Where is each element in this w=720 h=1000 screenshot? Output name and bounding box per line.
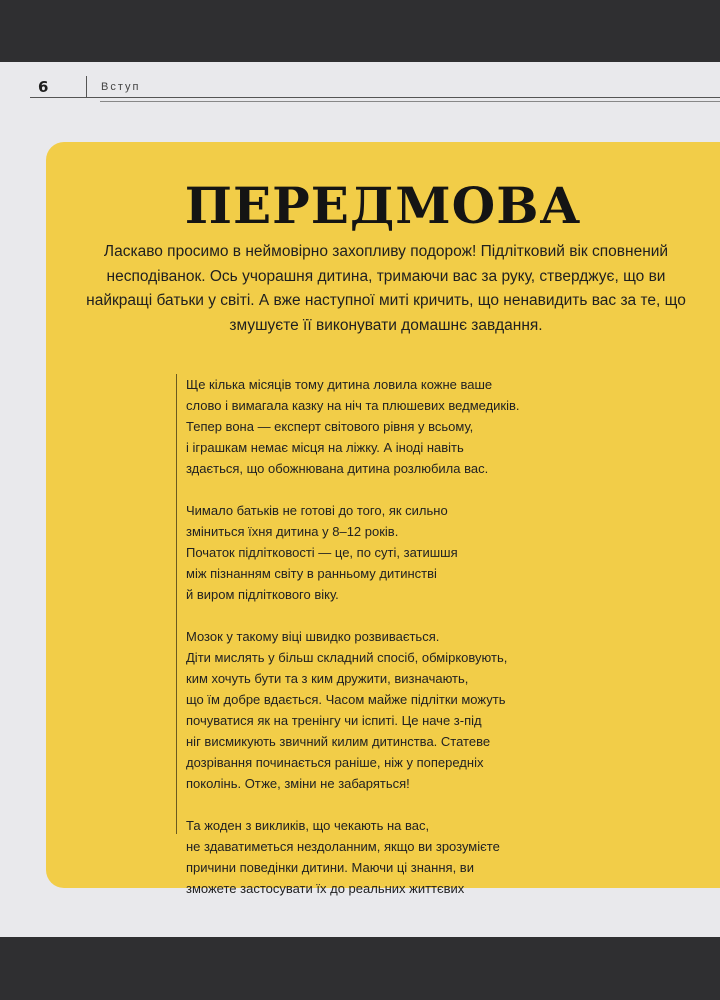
book-page [0, 62, 720, 937]
section-name: Вступ [101, 81, 141, 93]
body-paragraph [186, 374, 616, 479]
body-paragraph [186, 815, 616, 899]
intro-paragraph: Ласкаво просимо в неймовірно захопливу подорож! Підлітковий вік сповнений несподіванок. Ось учорашня дитина, тримаючи вас за руку, стверджує, що ви найкращі батьки у світі. А вже наступної миті кричить, що ненавидить вас за те, що змушуєте її виконувати домашнє завдання. [86, 243, 686, 334]
text-line: почуватися як на тренінгу чи іспиті. Це наче з-під [186, 713, 482, 728]
text-line: Мозок у такому віці швидко розвивається. [186, 629, 440, 644]
body-paragraph [186, 500, 616, 605]
text-line: Початок підлітковості — це, по суті, затишшя [186, 545, 458, 560]
text-line: причини поведінки дитини. Маючи ці знання, ви [186, 860, 474, 875]
text-line: Діти мислять у більш складний спосіб, обмірковують, [186, 650, 508, 665]
page-title: ПЕРЕДМОВА [184, 176, 582, 235]
body-text [186, 374, 616, 920]
text-line: не здаватиметься нездоланним, якщо ви зрозумієте [186, 839, 500, 854]
text-line: Чимало батьків не готові до того, як сильно [186, 503, 448, 518]
text-line: дозрівання починається раніше, ніж у попередніх [186, 755, 484, 770]
text-line: здається, що обожнювана дитина розлюбила вас. [186, 461, 489, 476]
text-line: зможете застосувати їх до реальних життєвих [186, 881, 465, 896]
text-line: ким хочуть бути та з ким дружити, визначають, [186, 671, 469, 686]
text-line: між пізнанням світу в ранньому дитинстві [186, 566, 437, 581]
text-line: ніг висмикують звичний килим дитинства. Статеве [186, 734, 491, 749]
header-rule-secondary [100, 101, 720, 102]
yellow-panel [46, 142, 720, 896]
text-line: слово і вимагала казку на ніч та плюшевих ведмедиків. [186, 398, 520, 413]
quote-bar [176, 374, 177, 834]
text-line: і іграшкам немає місця на ліжку. А іноді навіть [186, 440, 464, 455]
text-line: й виром підліткового віку. [186, 587, 339, 602]
text-line: що їм добре вдається. Часом майже підлітки можуть [186, 692, 506, 707]
text-line: Ще кілька місяців тому дитина ловила кожне ваше [186, 377, 493, 392]
header-separator [86, 76, 87, 98]
page-number: 6 [38, 78, 49, 96]
text-line: зміниться їхня дитина у 8–12 років. [186, 524, 399, 539]
text-line: Та жоден з викликів, що чекають на вас, [186, 818, 430, 833]
header-rule [30, 97, 720, 98]
body-paragraph [186, 626, 616, 794]
text-line: Тепер вона — експерт світового рівня у всьому, [186, 419, 474, 434]
text-line: поколінь. Отже, зміни не забаряться! [186, 776, 410, 791]
